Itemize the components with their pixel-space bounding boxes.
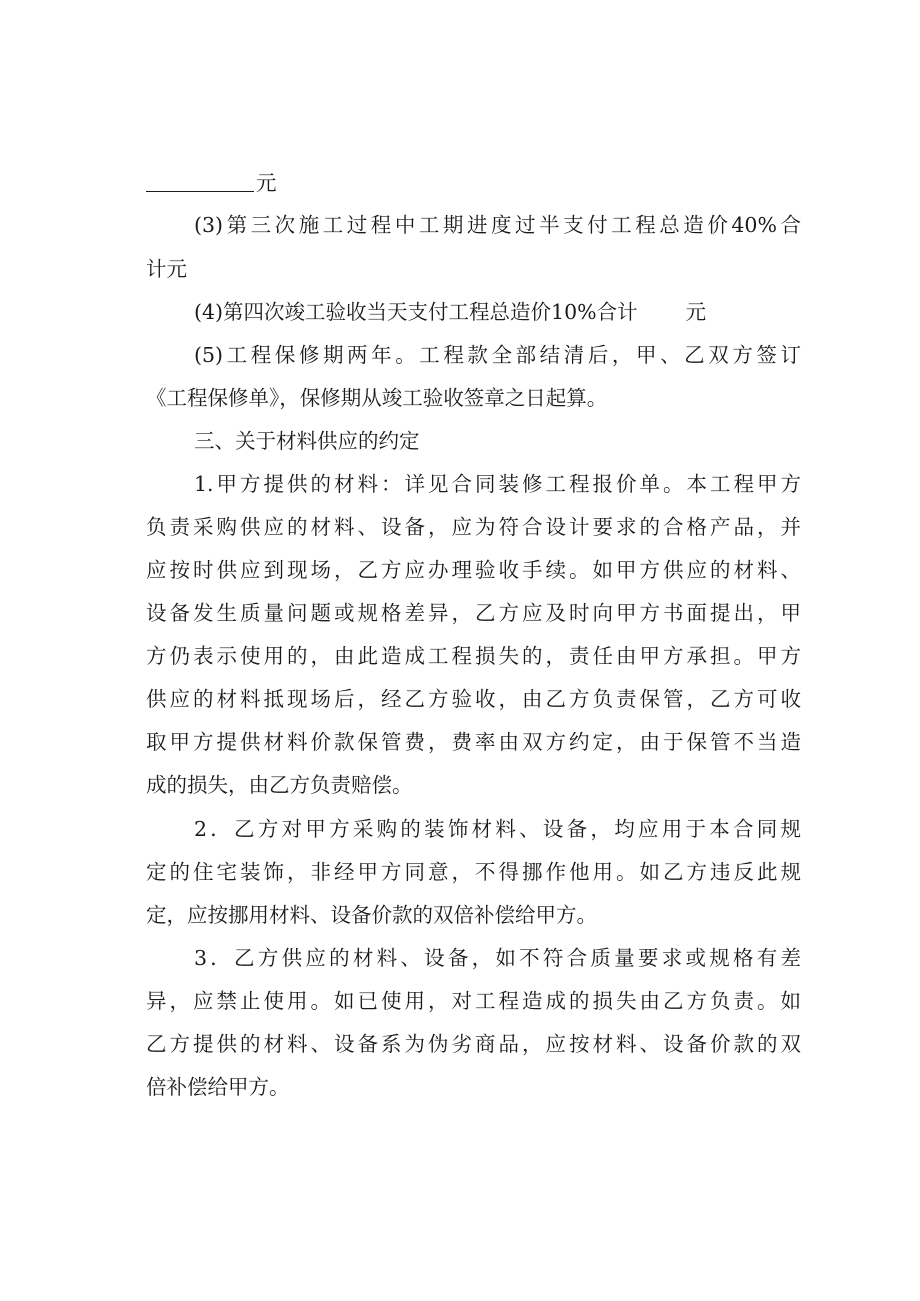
clause-2-line: 定的住宅装饰，非经甲方同意，不得挪作他用。如乙方违反此规 [146, 860, 801, 884]
item-3-line-1: (3)第三次施工过程中工期进度过半支付工程总造价40%合 [194, 213, 801, 237]
blank-amount-line [146, 168, 277, 198]
clause-2-line: 2．乙方对甲方采购的装饰材料、设备，均应用于本合同规 [194, 817, 801, 841]
clause-1-line: 方仍表示使用的，由此造成工程损失的，责任由甲方承担。甲方 [146, 644, 801, 668]
section-3-heading: 三、关于材料供应的约定 [194, 429, 420, 453]
item-5-line-2: 《工程保修单》，保修期从竣工验收签章之日起算。 [146, 386, 608, 410]
clause-1-line: 负责采购供应的材料、设备，应为符合设计要求的合格产品，并 [146, 515, 801, 539]
blank-underline [146, 171, 254, 192]
clause-3-line: 乙方提供的材料、设备系为伪劣商品，应按材料、设备价款的双 [146, 1032, 801, 1056]
clause-2-line: 定，应按挪用材料、设备价款的双倍补偿给甲方。 [146, 903, 597, 927]
clause-1-line: 供应的材料抵现场后，经乙方验收，由乙方负责保管，乙方可收 [146, 687, 801, 711]
clause-1-line: 取甲方提供材料价款保管费，费率由双方约定，由于保管不当造 [146, 730, 801, 754]
blank-amount-suffix: 元 [256, 171, 277, 195]
item-4-line [194, 297, 706, 327]
clause-1-line: 应按时供应到现场，乙方应办理验收手续。如甲方供应的材料、 [146, 558, 801, 582]
item-3-line-2: 计元 [146, 257, 187, 281]
clause-1-line: 成的损失，由乙方负责赔偿。 [146, 773, 413, 797]
item-5-line-1: (5)工程保修期两年。工程款全部结清后，甲、乙双方签订 [194, 343, 801, 367]
item-4-text: (4)第四次竣工验收当天支付工程总造价10%合计 [194, 300, 638, 324]
clause-3-line: 3．乙方供应的材料、设备，如不符合质量要求或规格有差 [194, 946, 801, 970]
clause-1-line: 设备发生质量问题或规格差异，乙方应及时向甲方书面提出，甲 [146, 601, 801, 625]
item-4-suffix: 元 [685, 300, 707, 324]
clause-3-line: 倍补偿给甲方。 [146, 1075, 290, 1099]
clause-1-line: 1.甲方提供的材料：详见合同装修工程报价单。本工程甲方 [194, 472, 801, 496]
clause-3-line: 异，应禁止使用。如已使用，对工程造成的损失由乙方负责。如 [146, 989, 801, 1013]
